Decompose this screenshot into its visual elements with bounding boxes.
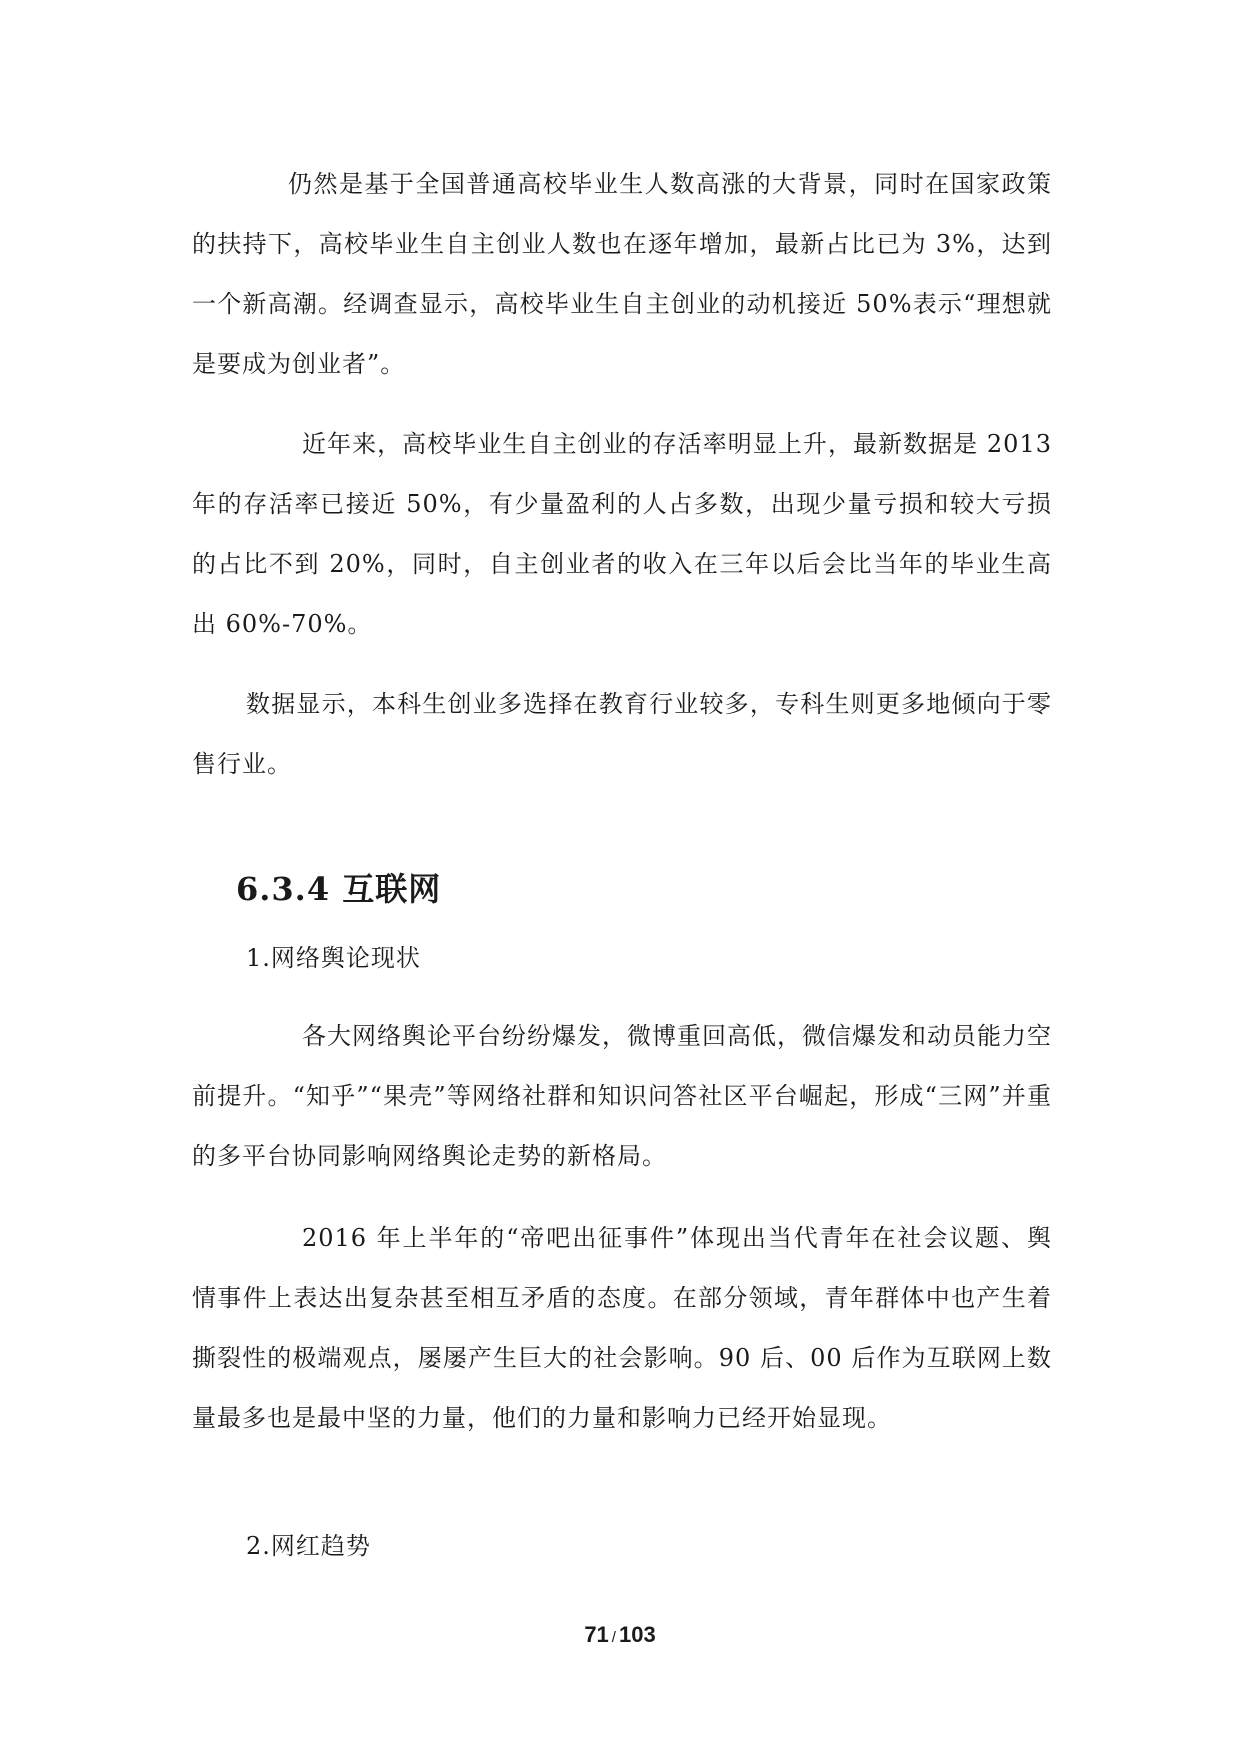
subsection-heading-influencer: 2.网红趋势	[246, 1532, 371, 1560]
section-heading-internet: 6.3.4 互联网	[236, 870, 442, 908]
paragraph-startup-trend: 仍然是基于全国普通高校毕业生人数高涨的大背景，同时在国家政策的扶持下，高校毕业生自主创业人数也在逐年增加，最新占比已为 3%，达到一个新高潮。经调查显示，高校毕业生自主创业的动机接近 50%表示“理想就是要成为创业者”。	[192, 170, 1052, 378]
paragraph-industry-choice: 数据显示，本科生创业多选择在教育行业较多，专科生则更多地倾向于零售行业。	[192, 690, 1052, 778]
paragraph-platforms: 各大网络舆论平台纷纷爆发，微博重回高低，微信爆发和动员能力空前提升。“知乎”“果壳”等网络社群和知识问答社区平台崛起，形成“三网”并重的多平台协同影响网络舆论走势的新格局。	[192, 1022, 1052, 1170]
current-page-number: 71	[584, 1622, 609, 1647]
page-separator: /	[611, 1629, 616, 1646]
paragraph-startup-survival: 近年来，高校毕业生自主创业的存活率明显上升，最新数据是 2013 年的存活率已接近 50%，有少量盈利的人占多数，出现少量亏损和较大亏损的占比不到 20%，同时，自主创业者的收入在三年以后会比当年的毕业生高出 60%-70%。	[192, 430, 1052, 638]
paragraph-diba-event: 2016 年上半年的“帝吧出征事件”体现出当代青年在社会议题、舆情事件上表达出复杂甚至相互矛盾的态度。在部分领域，青年群体中也产生着撕裂性的极端观点，屡屡产生巨大的社会影响。90 后、00 后作为互联网上数量最多也是最中坚的力量，他们的力量和影响力已经开始显现。	[192, 1224, 1052, 1432]
total-page-count: 103	[618, 1622, 656, 1647]
subsection-heading-opinion: 1.网络舆论现状	[246, 944, 421, 972]
page-number	[0, 1620, 1240, 1653]
